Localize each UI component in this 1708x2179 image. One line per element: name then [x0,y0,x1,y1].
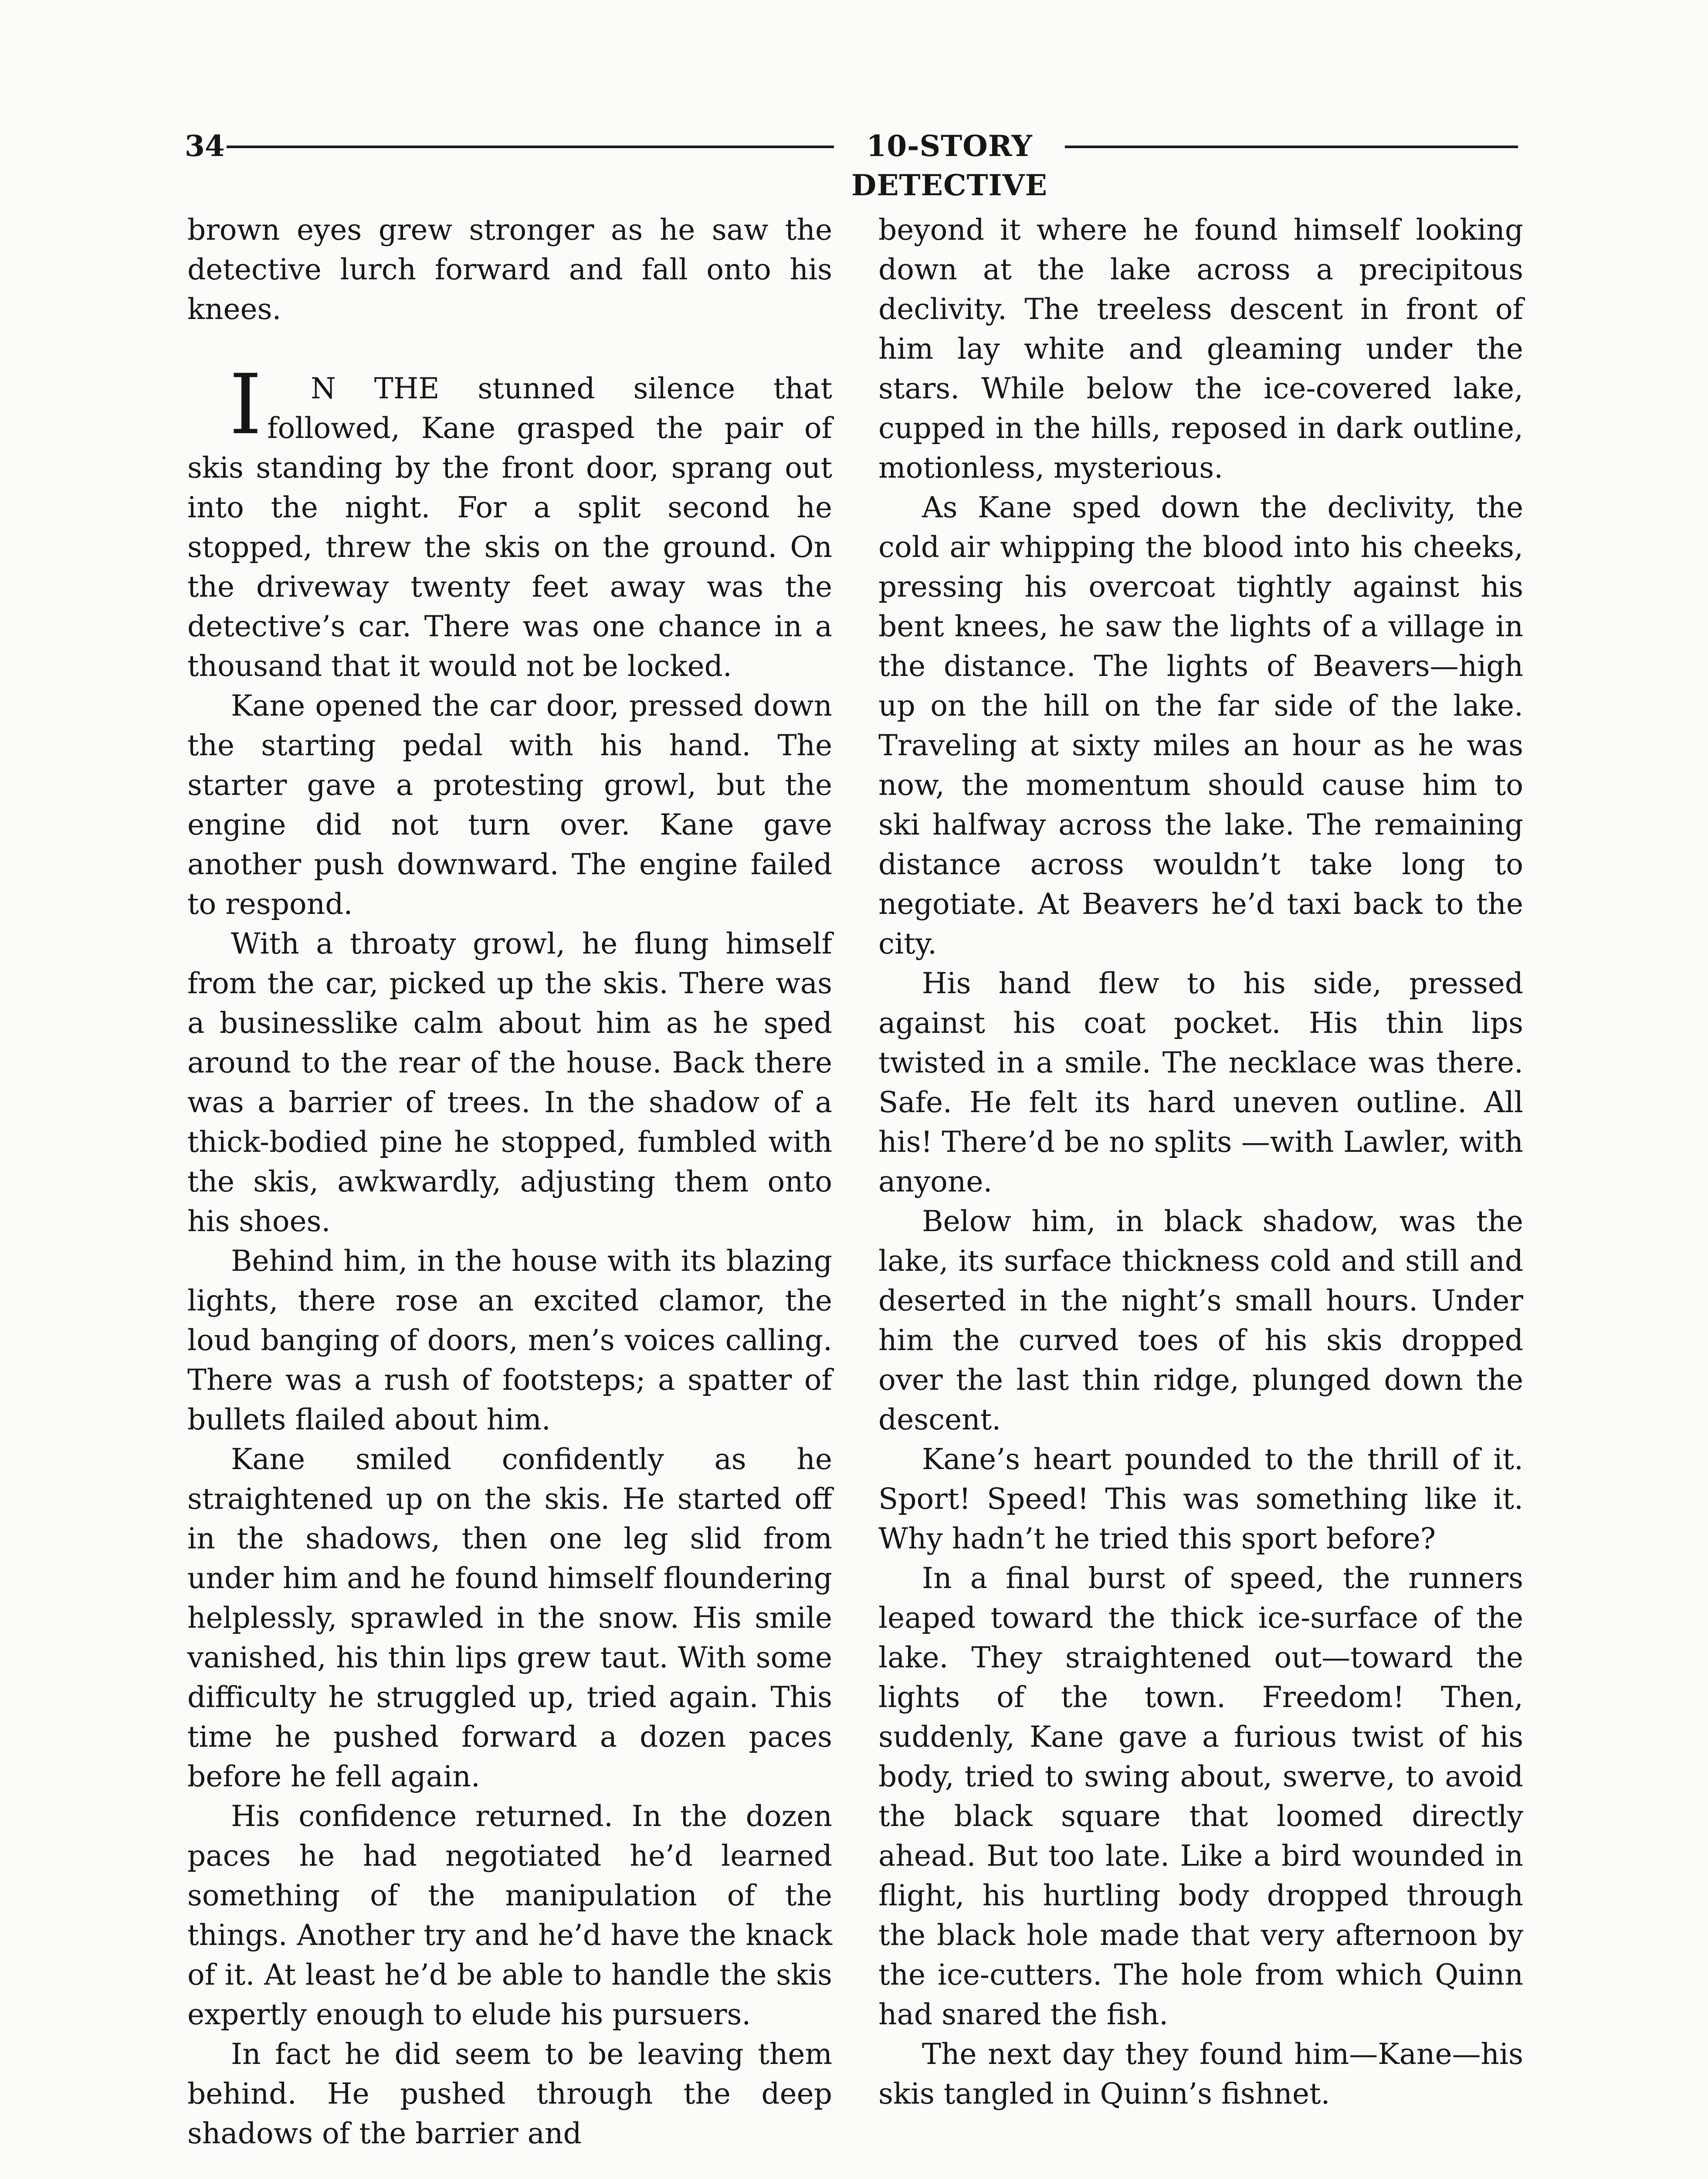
paragraph: In a final burst of speed, the runners leaped toward the thick ice-surface of the lake. They straightened out—toward the lights of the town. Freedom! Then, suddenly, Kane gave a furious twist of his body, tried to swing about, swerve, to avoid the black square that loomed directly ahead. But too late. Like a bird wounded in flight, his hurtling body dropped through the black hole made that very afternoon by the ice-cutters. The hole from which Quinn had snared the fish. [878,1561,1523,2031]
right-column [878,210,1523,2114]
paragraph: The next day they found him—Kane—his skis tangled in Quinn’s fishnet. [878,2037,1523,2111]
drop-cap: I [229,356,262,453]
paragraph: As Kane sped down the declivity, the cold air whipping the blood into his cheeks, pressing his overcoat tightly against his bent knees, he saw the lights of a village in the distance. The lights of Beavers—high up on the hill on the far side of the lake. Traveling at sixty miles an hour as he was now, the momentum should cause him to ski halfway across the lake. The remaining distance across wouldn’t take long to negotiate. At Beavers he’d taxi back to the city. [878,491,1523,961]
paragraph-text: N THE stunned silence that followed, Kane grasped the pair of skis standing by the front door, sprang out into the night. For a split second he stopped, threw the skis on the ground. On the driveway twenty feet away was the detective’s car. There was one chance in a thousand that it would not be locked. [187,372,832,683]
section-start-paragraph [187,356,832,686]
paragraph: With a throaty growl, he flung himself from the car, picked up the skis. There was a businesslike calm about him as he sped around to the rear of the house. Back there was a barrier of trees. In the shadow of a thick-bodied pine he stopped, fumbled with the skis, awkwardly, adjusting them onto his shoes. [187,927,832,1238]
paragraph: His hand flew to his side, pressed against his coat pocket. His thin lips twisted in a smile. The necklace was there. Safe. He felt its hard uneven outline. All his! There’d be no splits —with Lawler, with anyone. [878,967,1523,1198]
paragraph: Kane’s heart pounded to the thrill of it. Sport! Speed! This was something like it. Why hadn’t he tried this sport before? [878,1442,1523,1555]
header-rule-right [1065,146,1518,148]
paragraph: Below him, in black shadow, was the lake, its surface thickness cold and still and deserted in the night’s small hours. Under him the curved toes of his skis dropped over the last thin ridge, plunged down the descent. [878,1205,1523,1436]
paragraph: Kane smiled confidently as he straightened up on the skis. He started off in the shadows, then one leg slid from under him and he found himself floundering helplessly, sprawled in the snow. His smile vanished, his thin lips grew taut. With some difficulty he struggled up, tried again. This time he pushed forward a dozen paces before he fell again. [187,1442,832,1793]
publication-title: 10-STORY DETECTIVE [851,129,1047,202]
paragraph: In fact he did seem to be leaving them behind. He pushed through the deep shadows of the barrier and [187,2037,832,2150]
paragraph: Behind him, in the house with its blazing lights, there rose an excited clamor, the loud banging of doors, men’s voices calling. There was a rush of footsteps; a spatter of bullets flailed about him. [187,1244,832,1436]
paragraph: beyond it where he found himself looking down at the lake across a precipitous declivity. The treeless descent in front of him lay white and gleaming under the stars. While below the ice-covered lake, cupped in the hills, reposed in dark outline, motionless, mysterious. [878,213,1523,485]
paragraph: Kane opened the car door, pressed down the starting pedal with his hand. The starter gave a protesting growl, but the engine did not turn over. Kane gave another push downward. The engine failed to respond. [187,689,832,921]
paragraph: brown eyes grew stronger as he saw the detective lurch forward and fall onto his knees. [187,213,832,326]
paragraph: His confidence returned. In the dozen paces he had negotiated he’d learned something of the manipulation of the things. Another try and he’d have the knack of it. At least he’d be able to handle the skis expertly enough to elude his pursuers. [187,1799,832,2031]
header-rule-left [227,146,834,148]
running-header [185,126,1518,202]
left-column [187,210,832,2153]
page-number: 34 [185,129,225,163]
